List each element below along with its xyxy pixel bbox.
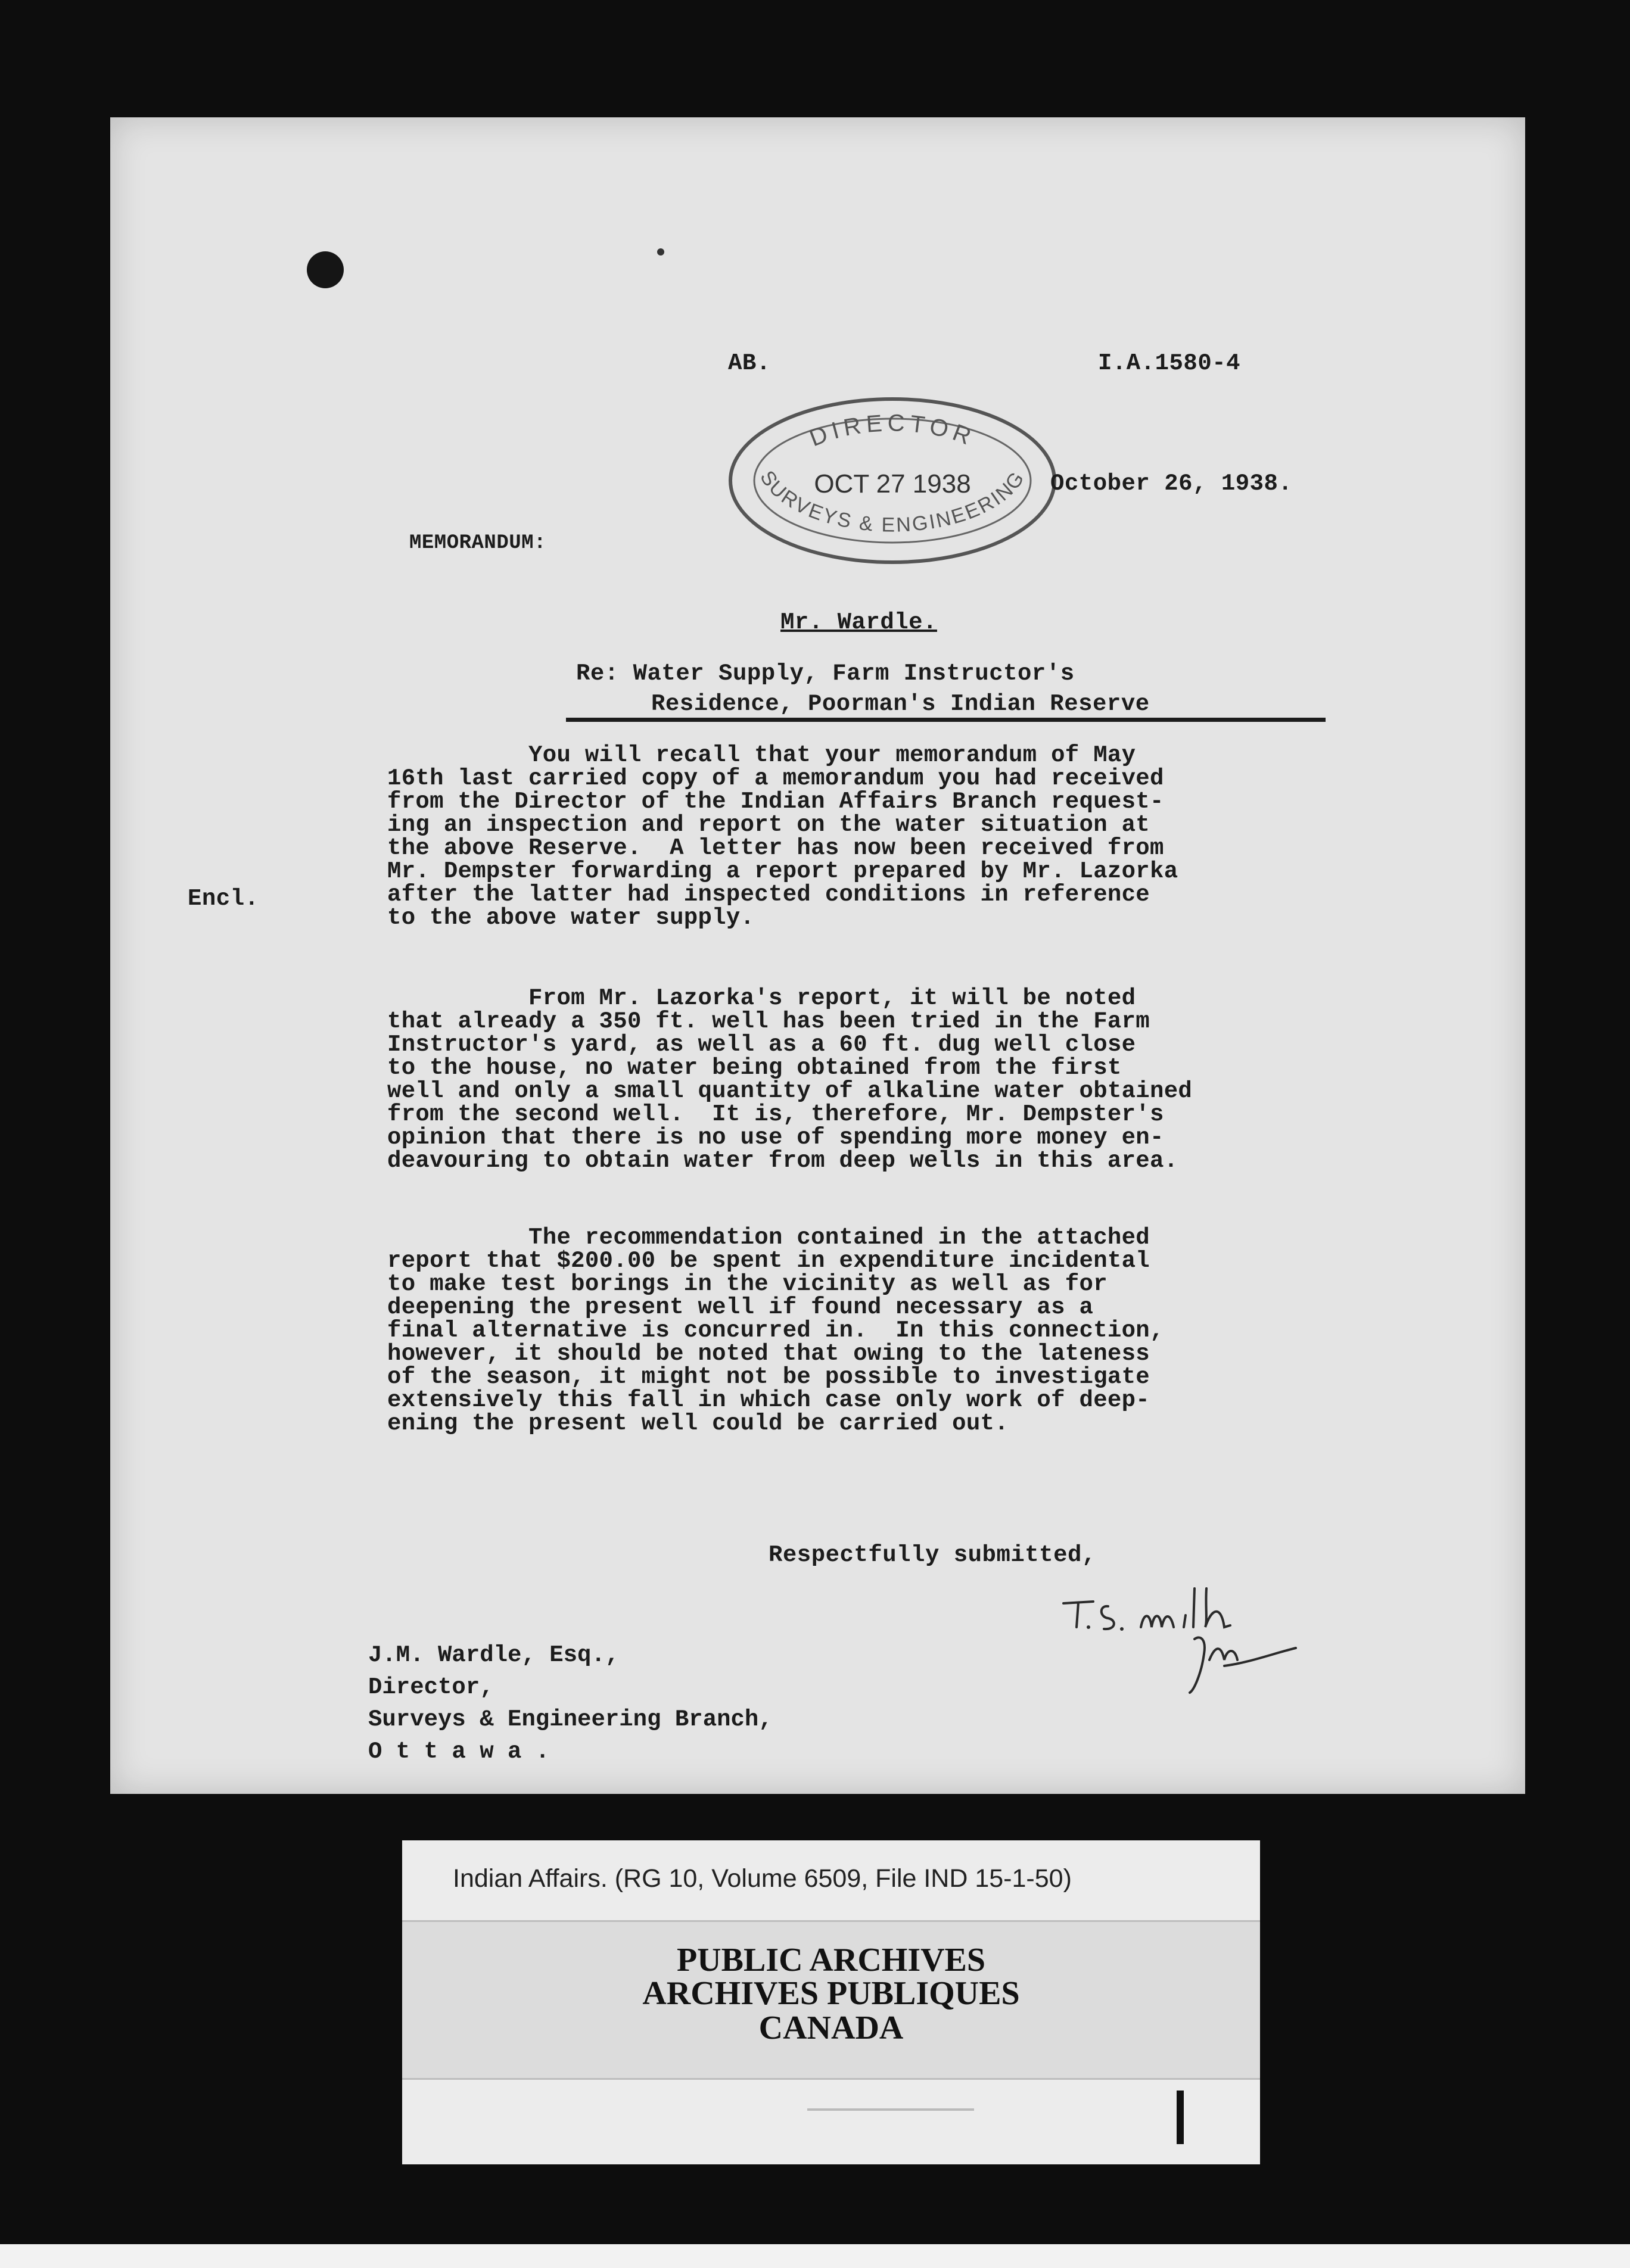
archive-line-english: PUBLIC ARCHIVES <box>676 1942 986 1979</box>
film-edge-strip <box>0 2244 1630 2268</box>
body-paragraph-3: The recommendation contained in the attached report that $200.00 be spent in expenditure incidental to make test borings in the vicinity as well as for deepening the present well if found necessary as a final alternative is concurred in. In this connection, however, it should be noted that owing to the lateness of the season, it might not be possible to investigate extensively this fall in which case only work of deep- ening the present well could be carried out. <box>387 1225 1164 1437</box>
archive-reference: Indian Affairs. (RG 10, Volume 6509, File IND 15-1-50) <box>453 1864 1072 1893</box>
ink-speck <box>657 248 664 256</box>
archive-line-country: CANADA <box>758 2010 904 2046</box>
received-stamp <box>726 394 1059 567</box>
subject-line-1: Re: Water Supply, Farm Instructor's <box>576 661 1075 687</box>
label-scratch <box>1177 2091 1184 2144</box>
archive-title-band <box>402 1920 1260 2080</box>
archive-label-card <box>402 1840 1260 2164</box>
memo-date: October 26, 1938. <box>1050 471 1293 497</box>
file-number: I.A.1580-4 <box>1098 350 1241 376</box>
office-code: AB. <box>728 350 771 376</box>
memo-addressee: Mr. Wardle. <box>780 609 937 635</box>
address-branch: Surveys & Engineering Branch, <box>368 1706 773 1733</box>
address-title: Director, <box>368 1674 494 1700</box>
closing-line: Respectfully submitted, <box>769 1542 1096 1568</box>
stamp-bottom-text: SURVEYS & ENGINEERING <box>755 466 1030 537</box>
stamp-date: OCT 27 1938 <box>814 469 971 499</box>
address-city: O t t a w a . <box>368 1739 550 1765</box>
address-name: J.M. Wardle, Esq., <box>368 1642 620 1668</box>
memo-heading: MEMORANDUM: <box>409 532 546 554</box>
label-smudge <box>807 2108 974 2111</box>
recipient-address <box>368 1639 773 1768</box>
punch-hole <box>307 251 344 288</box>
stamp-top-text: DIRECTOR <box>805 410 979 452</box>
body-paragraph-1: You will recall that your memorandum of May 16th last carried copy of a memorandum you had received from the Director of the Indian Affairs Branch request- ing an inspection and report on the water situation at the above Reserve. A letter has now been received from Mr. Dempster forwarding a report prepared by Mr. Lazorka after the latter had inspected conditions in reference to the above water supply. <box>387 742 1178 931</box>
archive-line-french: ARCHIVES PUBLIQUES <box>642 1975 1020 2012</box>
handwritten-signature <box>1052 1571 1332 1714</box>
subject-underline <box>566 718 1326 722</box>
body-paragraph-2: From Mr. Lazorka's report, it will be noted that already a 350 ft. well has been tried in the Farm Instructor's yard, as well as a 60 ft. dug well close to the house, no water being obtained from the first well and only a small quantity of alkaline water obtained from the second well. It is, therefore, Mr. Dempster's opinion that there is no use of spending more money en- deavouring to obtain water from deep wells in this area. <box>387 985 1193 1174</box>
memo-page <box>110 117 1525 1794</box>
subject-line-2: Residence, Poorman's Indian Reserve <box>651 691 1150 717</box>
enclosure-marker: Encl. <box>188 886 259 912</box>
